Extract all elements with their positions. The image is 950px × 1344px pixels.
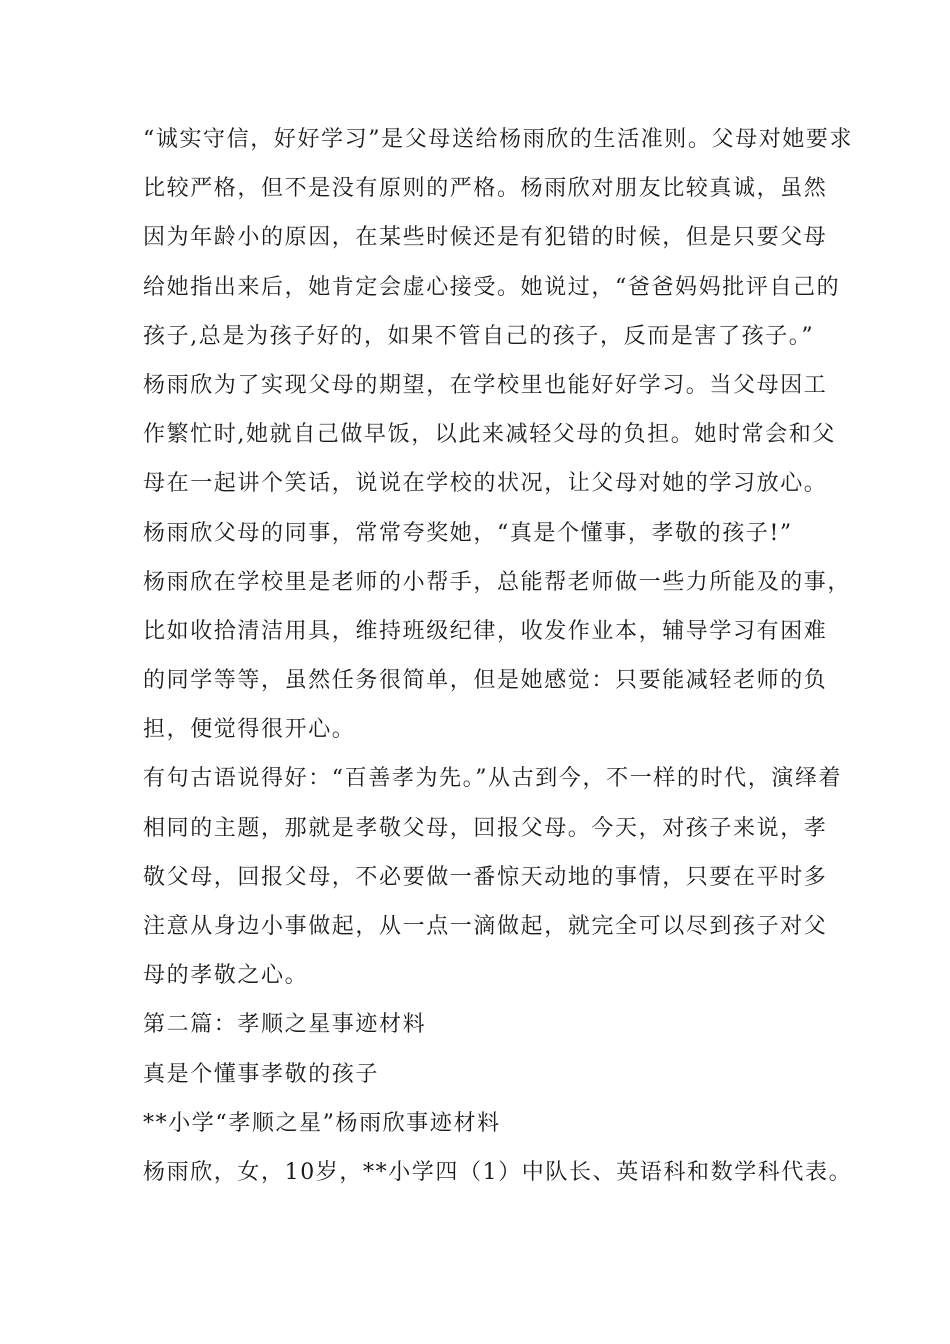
text-line: 敬父母，回报父母，不必要做一番惊天动地的事情，只要在平时多 [143, 864, 828, 890]
section-heading: 第二篇：孝顺之星事迹材料 [143, 1012, 427, 1038]
article-subtitle: **小学“孝顺之星”杨雨欣事迹材料 [143, 1110, 501, 1136]
text-line: 有句古语说得好：“百善孝为先。”从古到今，不一样的时代，演绎着 [143, 766, 843, 792]
text-line: 因为年龄小的原因，在某些时候还是有犯错的时候，但是只要父母 [143, 225, 828, 251]
text-line: 的同学等等，虽然任务很简单，但是她感觉：只要能减轻老师的负 [143, 668, 828, 694]
text-line: 母在一起讲个笑话，说说在学校的状况，让父母对她的学习放心。 [143, 471, 828, 497]
text-line: 杨雨欣，女，10岁，**小学四（1）中队长、英语科和数学科代表。 [143, 1159, 853, 1185]
text-line: 杨雨欣在学校里是老师的小帮手，总能帮老师做一些力所能及的事， [143, 569, 852, 595]
text-line: 作繁忙时,她就自己做早饭，以此来减轻父母的负担。她时常会和父 [143, 422, 836, 448]
document-body [143, 115, 854, 1197]
text-line: 母的孝敬之心。 [143, 963, 309, 989]
text-line: “诚实守信，好好学习”是父母送给杨雨欣的生活准则。父母对她要求 [143, 127, 854, 152]
text-line: 比较严格，但不是没有原则的严格。杨雨欣对朋友比较真诚，虽然 [143, 176, 828, 202]
article-title: 真是个懂事孝敬的孩子 [143, 1061, 380, 1087]
text-line: 比如收拾清洁用具，维持班级纪律，收发作业本，辅导学习有困难 [143, 618, 828, 644]
text-line: 注意从身边小事做起，从一点一滴做起，就完全可以尽到孩子对父 [143, 914, 828, 939]
text-line: 给她指出来后，她肯定会虚心接受。她说过，“爸爸妈妈批评自己的 [143, 274, 841, 300]
text-line: 相同的主题，那就是孝敬父母，回报父母。今天，对孩子来说，孝 [143, 815, 828, 841]
text-line: 孩子,总是为孩子好的，如果不管自己的孩子，反而是害了孩子。” [143, 323, 815, 349]
text-line: 杨雨欣为了实现父母的期望，在学校里也能好好学习。当父母因工 [143, 372, 828, 398]
text-line: 担，便觉得很开心。 [143, 717, 356, 743]
text-line: 杨雨欣父母的同事，常常夸奖她，“真是个懂事，孝敬的孩子!” [143, 520, 793, 546]
